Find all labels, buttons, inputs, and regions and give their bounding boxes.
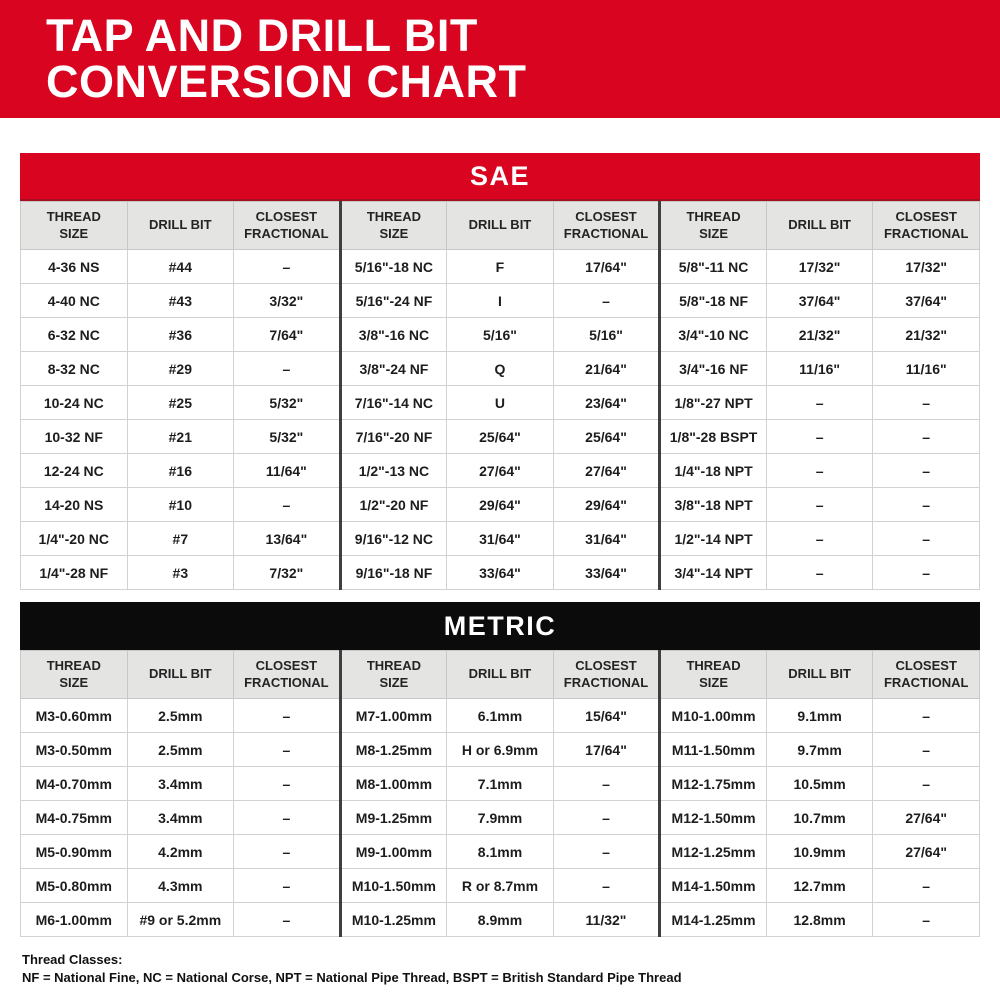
cell-drill-bit: 2.5mm xyxy=(127,699,234,733)
cell-thread-size: M12-1.50mm xyxy=(660,801,767,835)
metric-table xyxy=(20,650,980,937)
col-header-thread-size: THREAD SIZE xyxy=(660,651,767,699)
cell-drill-bit: – xyxy=(766,556,873,590)
cell-thread-size: 1/4"-18 NPT xyxy=(660,454,767,488)
cell-drill-bit: R or 8.7mm xyxy=(447,869,554,903)
metric-section-label: METRIC xyxy=(443,610,557,641)
table-row xyxy=(21,835,980,869)
cell-closest-fractional: – xyxy=(553,284,660,318)
cell-drill-bit: 10.9mm xyxy=(766,835,873,869)
cell-closest-fractional: – xyxy=(234,250,341,284)
cell-thread-size: 5/16"-18 NC xyxy=(340,250,447,284)
cell-thread-size: 9/16"-18 NF xyxy=(340,556,447,590)
cell-drill-bit: #3 xyxy=(127,556,234,590)
cell-closest-fractional: 27/64" xyxy=(873,835,980,869)
page-title xyxy=(46,9,1000,107)
cell-thread-size: 1/2"-13 NC xyxy=(340,454,447,488)
cell-closest-fractional: – xyxy=(873,733,980,767)
sae-section xyxy=(20,153,980,590)
metric-section-header xyxy=(20,602,980,650)
cell-closest-fractional: 7/32" xyxy=(234,556,341,590)
cell-thread-size: 1/8"-27 NPT xyxy=(660,386,767,420)
cell-drill-bit: 5/16" xyxy=(447,318,554,352)
cell-thread-size: 12-24 NC xyxy=(21,454,128,488)
table-row xyxy=(21,522,980,556)
cell-closest-fractional: 27/64" xyxy=(553,454,660,488)
table-row xyxy=(21,318,980,352)
col-header-closest-fractional: CLOSEST FRACTIONAL xyxy=(553,202,660,250)
cell-thread-size: M10-1.00mm xyxy=(660,699,767,733)
cell-closest-fractional: 31/64" xyxy=(553,522,660,556)
cell-drill-bit: – xyxy=(766,488,873,522)
cell-thread-size: M12-1.25mm xyxy=(660,835,767,869)
title-banner xyxy=(0,0,1000,118)
cell-thread-size: 7/16"-20 NF xyxy=(340,420,447,454)
cell-drill-bit: 8.1mm xyxy=(447,835,554,869)
cell-closest-fractional: 3/32" xyxy=(234,284,341,318)
cell-thread-size: M3-0.60mm xyxy=(21,699,128,733)
cell-closest-fractional: – xyxy=(234,869,341,903)
cell-closest-fractional: 11/32" xyxy=(553,903,660,937)
col-header-thread-size: THREAD SIZE xyxy=(21,202,128,250)
cell-thread-size: 10-32 NF xyxy=(21,420,128,454)
col-header-closest-fractional: CLOSEST FRACTIONAL xyxy=(873,651,980,699)
table-row xyxy=(21,556,980,590)
thread-classes-note xyxy=(22,951,980,987)
cell-closest-fractional: – xyxy=(234,352,341,386)
cell-drill-bit: 10.5mm xyxy=(766,767,873,801)
cell-thread-size: 4-36 NS xyxy=(21,250,128,284)
cell-thread-size: M8-1.25mm xyxy=(340,733,447,767)
col-header-drill-bit: DRILL BIT xyxy=(447,651,554,699)
cell-thread-size: 7/16"-14 NC xyxy=(340,386,447,420)
cell-drill-bit: #16 xyxy=(127,454,234,488)
cell-thread-size: M9-1.25mm xyxy=(340,801,447,835)
cell-thread-size: 5/8"-18 NF xyxy=(660,284,767,318)
cell-closest-fractional: – xyxy=(234,699,341,733)
cell-thread-size: 1/2"-20 NF xyxy=(340,488,447,522)
cell-drill-bit: F xyxy=(447,250,554,284)
cell-closest-fractional: – xyxy=(873,522,980,556)
cell-drill-bit: 4.3mm xyxy=(127,869,234,903)
cell-closest-fractional: – xyxy=(553,869,660,903)
cell-closest-fractional: 13/64" xyxy=(234,522,341,556)
cell-drill-bit: #43 xyxy=(127,284,234,318)
col-header-closest-fractional: CLOSEST FRACTIONAL xyxy=(553,651,660,699)
table-row xyxy=(21,352,980,386)
cell-thread-size: 5/8"-11 NC xyxy=(660,250,767,284)
table-row xyxy=(21,284,980,318)
cell-closest-fractional: 21/32" xyxy=(873,318,980,352)
cell-closest-fractional: 17/64" xyxy=(553,250,660,284)
cell-drill-bit: #21 xyxy=(127,420,234,454)
col-header-thread-size: THREAD SIZE xyxy=(21,651,128,699)
cell-drill-bit: – xyxy=(766,522,873,556)
cell-thread-size: 3/4"-14 NPT xyxy=(660,556,767,590)
cell-drill-bit: 9.1mm xyxy=(766,699,873,733)
cell-thread-size: 3/4"-10 NC xyxy=(660,318,767,352)
cell-thread-size: 3/8"-24 NF xyxy=(340,352,447,386)
table-row xyxy=(21,420,980,454)
cell-closest-fractional: 17/64" xyxy=(553,733,660,767)
table-row xyxy=(21,386,980,420)
cell-closest-fractional: 11/64" xyxy=(234,454,341,488)
cell-thread-size: 1/4"-20 NC xyxy=(21,522,128,556)
cell-drill-bit: 8.9mm xyxy=(447,903,554,937)
col-header-drill-bit: DRILL BIT xyxy=(766,651,873,699)
cell-thread-size: 14-20 NS xyxy=(21,488,128,522)
cell-closest-fractional: – xyxy=(873,454,980,488)
cell-drill-bit: 9.7mm xyxy=(766,733,873,767)
cell-thread-size: 3/8"-16 NC xyxy=(340,318,447,352)
cell-thread-size: 9/16"-12 NC xyxy=(340,522,447,556)
sae-table xyxy=(20,201,980,590)
table-row xyxy=(21,250,980,284)
cell-thread-size: 3/8"-18 NPT xyxy=(660,488,767,522)
column-header-row xyxy=(21,651,980,699)
cell-closest-fractional: 5/16" xyxy=(553,318,660,352)
cell-closest-fractional: – xyxy=(553,801,660,835)
cell-closest-fractional: – xyxy=(873,488,980,522)
cell-thread-size: M4-0.75mm xyxy=(21,801,128,835)
cell-thread-size: M4-0.70mm xyxy=(21,767,128,801)
cell-closest-fractional: 17/32" xyxy=(873,250,980,284)
cell-drill-bit: 31/64" xyxy=(447,522,554,556)
cell-drill-bit: – xyxy=(766,454,873,488)
col-header-drill-bit: DRILL BIT xyxy=(127,202,234,250)
cell-drill-bit: 2.5mm xyxy=(127,733,234,767)
col-header-drill-bit: DRILL BIT xyxy=(127,651,234,699)
cell-closest-fractional: 11/16" xyxy=(873,352,980,386)
cell-drill-bit: #25 xyxy=(127,386,234,420)
cell-drill-bit: 37/64" xyxy=(766,284,873,318)
cell-thread-size: 6-32 NC xyxy=(21,318,128,352)
cell-closest-fractional: – xyxy=(553,835,660,869)
cell-drill-bit: 12.8mm xyxy=(766,903,873,937)
cell-closest-fractional: – xyxy=(234,835,341,869)
col-header-closest-fractional: CLOSEST FRACTIONAL xyxy=(234,202,341,250)
table-row xyxy=(21,733,980,767)
sae-section-label: SAE xyxy=(469,160,531,191)
cell-closest-fractional: – xyxy=(234,733,341,767)
cell-thread-size: 1/2"-14 NPT xyxy=(660,522,767,556)
cell-drill-bit: #10 xyxy=(127,488,234,522)
table-row xyxy=(21,903,980,937)
col-header-closest-fractional: CLOSEST FRACTIONAL xyxy=(234,651,341,699)
cell-closest-fractional: – xyxy=(234,801,341,835)
cell-thread-size: M3-0.50mm xyxy=(21,733,128,767)
cell-thread-size: 3/4"-16 NF xyxy=(660,352,767,386)
cell-thread-size: M11-1.50mm xyxy=(660,733,767,767)
cell-closest-fractional: – xyxy=(234,488,341,522)
cell-closest-fractional: – xyxy=(873,903,980,937)
cell-drill-bit: #9 or 5.2mm xyxy=(127,903,234,937)
cell-closest-fractional: 29/64" xyxy=(553,488,660,522)
cell-drill-bit: I xyxy=(447,284,554,318)
cell-thread-size: 1/4"-28 NF xyxy=(21,556,128,590)
table-row xyxy=(21,801,980,835)
page-title-line2: CONVERSION CHART xyxy=(46,56,527,107)
col-header-thread-size: THREAD SIZE xyxy=(340,651,447,699)
cell-closest-fractional: – xyxy=(234,903,341,937)
col-header-closest-fractional: CLOSEST FRACTIONAL xyxy=(873,202,980,250)
cell-drill-bit: 21/32" xyxy=(766,318,873,352)
cell-drill-bit: U xyxy=(447,386,554,420)
thread-classes-legend: NF = National Fine, NC = National Corse, NPT = National Pipe Thread, BSPT = British Standard Pipe Thread xyxy=(22,970,682,986)
cell-closest-fractional: 27/64" xyxy=(873,801,980,835)
cell-drill-bit: #7 xyxy=(127,522,234,556)
sae-section-header xyxy=(20,153,980,201)
cell-thread-size: M6-1.00mm xyxy=(21,903,128,937)
cell-drill-bit: 6.1mm xyxy=(447,699,554,733)
cell-thread-size: 5/16"-24 NF xyxy=(340,284,447,318)
cell-closest-fractional: – xyxy=(234,767,341,801)
cell-drill-bit: 4.2mm xyxy=(127,835,234,869)
thread-classes-title: Thread Classes: xyxy=(22,952,123,967)
cell-closest-fractional: 7/64" xyxy=(234,318,341,352)
cell-drill-bit: 7.9mm xyxy=(447,801,554,835)
page-title-line1: TAP AND DRILL BIT xyxy=(46,9,478,61)
col-header-thread-size: THREAD SIZE xyxy=(340,202,447,250)
cell-closest-fractional: 5/32" xyxy=(234,386,341,420)
cell-closest-fractional: – xyxy=(553,767,660,801)
table-row xyxy=(21,699,980,733)
cell-drill-bit: 25/64" xyxy=(447,420,554,454)
cell-closest-fractional: 15/64" xyxy=(553,699,660,733)
cell-drill-bit: 3.4mm xyxy=(127,767,234,801)
metric-section xyxy=(20,602,980,937)
cell-drill-bit: 27/64" xyxy=(447,454,554,488)
cell-closest-fractional: – xyxy=(873,699,980,733)
cell-thread-size: M8-1.00mm xyxy=(340,767,447,801)
cell-drill-bit: Q xyxy=(447,352,554,386)
cell-drill-bit: 29/64" xyxy=(447,488,554,522)
cell-drill-bit: 33/64" xyxy=(447,556,554,590)
cell-drill-bit: H or 6.9mm xyxy=(447,733,554,767)
cell-closest-fractional: – xyxy=(873,386,980,420)
cell-thread-size: M14-1.50mm xyxy=(660,869,767,903)
cell-closest-fractional: – xyxy=(873,420,980,454)
cell-thread-size: M5-0.80mm xyxy=(21,869,128,903)
cell-thread-size: M5-0.90mm xyxy=(21,835,128,869)
cell-drill-bit: 7.1mm xyxy=(447,767,554,801)
table-row xyxy=(21,767,980,801)
cell-drill-bit: – xyxy=(766,386,873,420)
cell-thread-size: M7-1.00mm xyxy=(340,699,447,733)
cell-drill-bit: 17/32" xyxy=(766,250,873,284)
column-header-row xyxy=(21,202,980,250)
cell-closest-fractional: 5/32" xyxy=(234,420,341,454)
cell-thread-size: M10-1.50mm xyxy=(340,869,447,903)
cell-thread-size: M14-1.25mm xyxy=(660,903,767,937)
cell-thread-size: M12-1.75mm xyxy=(660,767,767,801)
cell-drill-bit: 3.4mm xyxy=(127,801,234,835)
cell-closest-fractional: 25/64" xyxy=(553,420,660,454)
col-header-drill-bit: DRILL BIT xyxy=(766,202,873,250)
cell-thread-size: 10-24 NC xyxy=(21,386,128,420)
cell-closest-fractional: – xyxy=(873,556,980,590)
cell-drill-bit: 12.7mm xyxy=(766,869,873,903)
cell-closest-fractional: 21/64" xyxy=(553,352,660,386)
cell-drill-bit: #36 xyxy=(127,318,234,352)
cell-closest-fractional: – xyxy=(873,869,980,903)
cell-drill-bit: 10.7mm xyxy=(766,801,873,835)
cell-closest-fractional: 23/64" xyxy=(553,386,660,420)
cell-drill-bit: #44 xyxy=(127,250,234,284)
table-row xyxy=(21,454,980,488)
cell-closest-fractional: 37/64" xyxy=(873,284,980,318)
col-header-drill-bit: DRILL BIT xyxy=(447,202,554,250)
cell-thread-size: 4-40 NC xyxy=(21,284,128,318)
col-header-thread-size: THREAD SIZE xyxy=(660,202,767,250)
cell-drill-bit: – xyxy=(766,420,873,454)
cell-drill-bit: 11/16" xyxy=(766,352,873,386)
cell-closest-fractional: 33/64" xyxy=(553,556,660,590)
cell-thread-size: M10-1.25mm xyxy=(340,903,447,937)
table-row xyxy=(21,869,980,903)
cell-drill-bit: #29 xyxy=(127,352,234,386)
table-row xyxy=(21,488,980,522)
cell-thread-size: M9-1.00mm xyxy=(340,835,447,869)
cell-closest-fractional: – xyxy=(873,767,980,801)
cell-thread-size: 1/8"-28 BSPT xyxy=(660,420,767,454)
cell-thread-size: 8-32 NC xyxy=(21,352,128,386)
